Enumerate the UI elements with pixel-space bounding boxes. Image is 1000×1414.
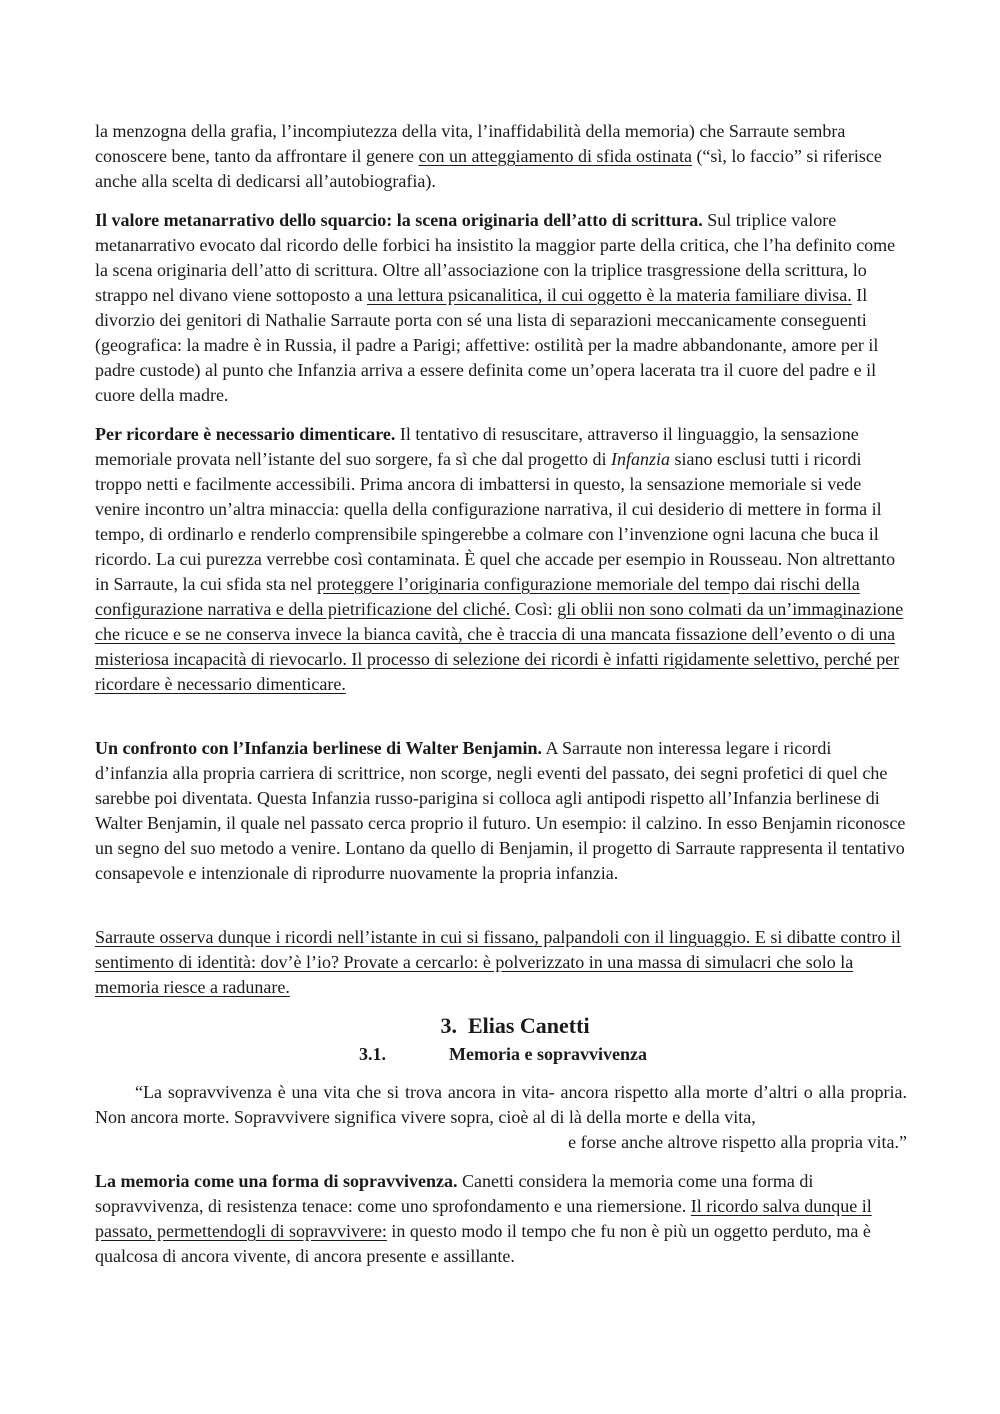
text-run: la menzogna della grafia, l’incompiutezza della vita, l’inaffidabilità della memoria) che Sarraute sembra conoscere bene, tanto da affrontare il genere	[95, 121, 846, 166]
text-run: siano esclusi tutti i ricordi troppo netti e facilmente accessibili. Prima ancora di imbattersi in questo, la sensazione memoriale si vede venire incontro un’altra minaccia: quella della configurazione narrativa, il cui desiderio di mettere in forma il tempo, di ordinarlo e renderlo comprensibile spingerebbe a colmare con l’invenzione ogni lacuna che buca il ricordo. La cui purezza verrebbe così contaminata. È quel che accade per esempio in Rousseau. Non altrettanto in Sarraute, la cui sfida sta nel	[95, 449, 896, 594]
underlined-text: Sarraute osserva dunque i ricordi nell’istante in cui si fissano, palpandoli con il linguaggio. E si dibatte contro il sentimento di identità: dov’è l’io? Provate a cercarlo: è polverizzato in una massa di simulacri che solo la memoria riesce a radunare.	[95, 927, 901, 997]
subsection-number: 3.1.	[359, 1044, 386, 1064]
text-run: Canetti considera la memoria come una forma di sopravvivenza, di resistenza tenace: come uno sprofondamento e una riemersione.	[95, 1171, 814, 1216]
subsection-title: Memoria e sopravvivenza	[449, 1044, 647, 1064]
paragraph-identity	[95, 925, 907, 1000]
paragraph-heading: La memoria come una forma di sopravvivenza.	[95, 1171, 458, 1191]
underlined-text: gli oblii non sono colmati da un’immaginazione che ricuce e se ne conserva invece la bianca cavità, che è traccia di una mancata fissazione dell’evento o di una misteriosa incapacità di rievocarlo. Il processo di selezione dei ricordi è infatti rigidamente selettivo, perché per ricordare è necessario dimenticare.	[95, 599, 904, 694]
paragraph-canetti-memory	[95, 1169, 907, 1269]
paragraph-benjamin	[95, 736, 907, 886]
paragraph-heading: Il valore metanarrativo dello squarcio: la scena originaria dell’atto di scrittura.	[95, 210, 703, 230]
text-run: Sul triplice valore metanarrativo evocato dal ricordo delle forbici ha insistito la maggior parte della critica, che l’ha definito come la scena originaria dell’atto di scrittura. Oltre all’associazione con la triplice trasgressione della scrittura, lo strappo nel divano viene sottoposto a	[95, 210, 896, 305]
subsection-heading	[0, 1042, 1000, 1067]
section-number: 3.	[440, 1013, 457, 1038]
underlined-text: Il ricordo salva dunque il passato, permettendogli di sopravvivere:	[95, 1196, 872, 1241]
paragraph-metanarrative	[95, 208, 907, 408]
text-run: Così:	[510, 599, 558, 619]
paragraph-heading: Per ricordare è necessario dimenticare.	[95, 424, 396, 444]
quote-text-end: e forse anche altrove rispetto alla propria vita.”	[568, 1132, 907, 1152]
text-run: (“sì, lo faccio” si riferisce anche alla scelta di dedicarsi all’autobiografia).	[95, 146, 882, 191]
section-title: Elias Canetti	[467, 1013, 590, 1038]
section-heading	[0, 1012, 1000, 1040]
text-run: in questo modo il tempo che fu non è più un oggetto perduto, ma è qualcosa di ancora vivente, di ancora presente e assillante.	[95, 1221, 871, 1266]
paragraph-remember-forget	[95, 422, 907, 697]
quote-text: “La sopravvivenza è una vita che si trova ancora in vita- ancora rispetto alla morte d’altri o alla propria. Non ancora morte. Sopravvivere significa vivere sopra, cioè al di là della morte e della vita,	[95, 1082, 907, 1127]
underlined-text: proteggere l’originaria configurazione memoriale del tempo dai rischi della configurazione narrativa e della pietrificazione del cliché.	[95, 574, 860, 619]
underlined-text: una lettura psicanalitica, il cui oggetto è la materia familiare divisa.	[366, 285, 852, 305]
underlined-text: con un atteggiamento di sfida ostinata	[418, 146, 692, 166]
text-run: A Sarraute non interessa legare i ricordi d’infanzia alla propria carriera di scrittrice, non scorge, negli eventi del passato, dei segni profetici di quel che sarebbe poi diventata. Questa Infanzia russo-parigina si colloca agli antipodi rispetto all’Infanzia berlinese di Walter Benjamin, il quale nel passato cerca proprio il futuro. Un esempio: il calzino. In esso Benjamin riconosce un segno del suo metodo a venire. Lontano da quello di Benjamin, il progetto di Sarraute rappresenta il tentativo consapevole e intenzionale di riprodurre nuovamente la propria infanzia.	[95, 738, 906, 883]
text-run: Il tentativo di resuscitare, attraverso il linguaggio, la sensazione memoriale provata nell’istante del suo sorgere, fa sì che dal progetto di	[95, 424, 859, 469]
text-run: Il divorzio dei genitori di Nathalie Sarraute porta con sé una lista di separazioni meccanicamente conseguenti (geografica: la madre è in Russia, il padre a Parigi; affettive: ostilità per la madre abbandonante, amore per il padre custode) al punto che Infanzia arriva a essere definita come un’opera lacerata tra il cuore del padre e il cuore della madre.	[95, 285, 879, 405]
block-quote	[95, 1080, 907, 1155]
italic-title: Infanzia	[611, 449, 671, 469]
paragraph-sarraute-genre	[95, 119, 907, 194]
paragraph-heading: Un confronto con l’Infanzia berlinese di Walter Benjamin.	[95, 738, 543, 758]
